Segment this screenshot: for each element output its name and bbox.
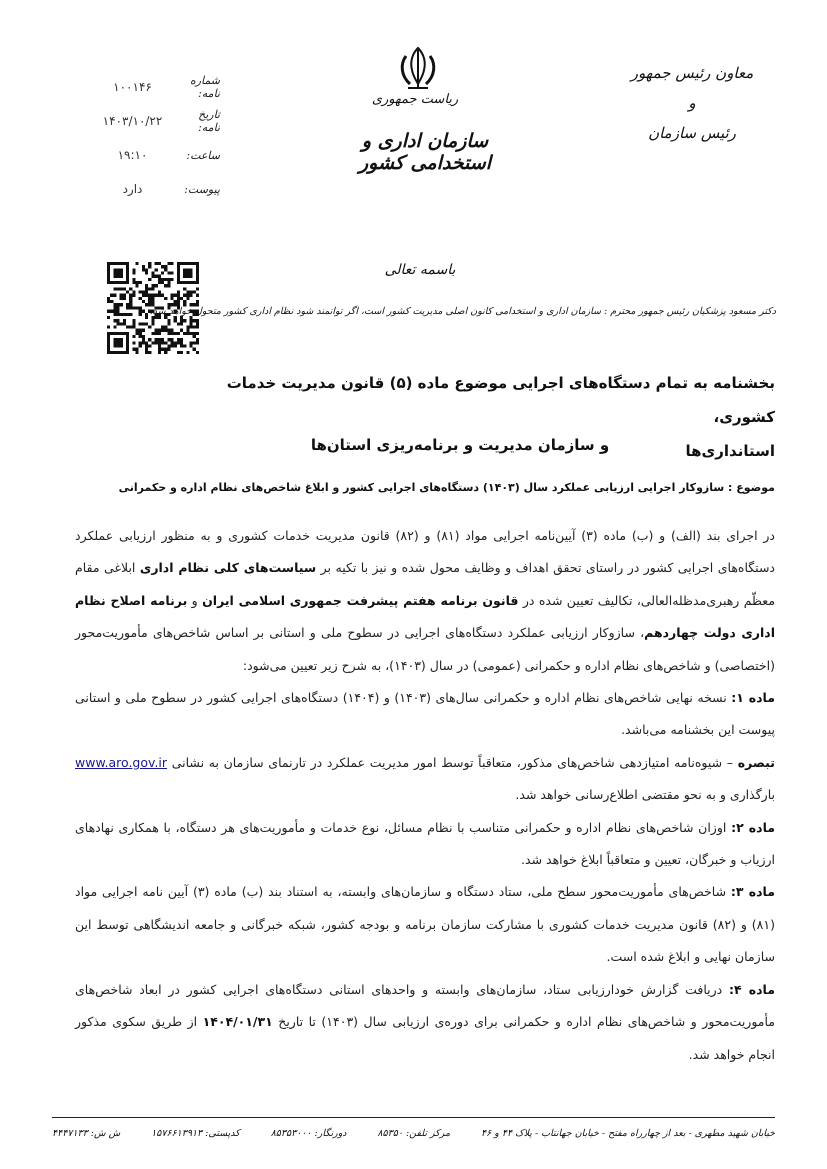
footer-fax: دورنگار: ۸۵۳۵۳۰۰۰ — [270, 1128, 347, 1139]
meta-label: پیوست: — [184, 182, 220, 196]
body-text: اوزان شاخص‌های نظام اداره و حکمرانی متناسب با نظام مسائل، نوع خدمات و مأموریت‌های هر دستگاه، با همکاری نهادهای ارزیاب و خبرگان، تعیین و متعاقباً ابلاغ خواهد شد. — [75, 819, 775, 868]
intro-paragraph — [75, 520, 775, 682]
letter-body — [75, 520, 775, 1071]
body-text: در اجرای بند (الف) و (ب) ماده (۳) آیین‌نامه اجرایی مواد (۸۱) و (۸۲) قانون مدیریت خدمات کشوری و به منظور ارزیابی عملکرد دستگاه‌های اجرایی کشور در راستای تحقق اهداف و وظایف محول شده و نیز با تکیه بر — [75, 528, 776, 576]
meta-time — [90, 138, 220, 172]
emblem-icon — [398, 44, 438, 92]
bismillah: باسمه تعالی — [384, 262, 456, 278]
footer-postal-code: کدپستی: ۱۵۷۶۶۱۳۹۱۳ — [151, 1128, 240, 1139]
article-label: ماده ۳: — [730, 884, 775, 900]
signatory-line-1: معاون رئیس جمهور — [630, 64, 754, 82]
presidency-title: ریاست جمهوری — [371, 92, 459, 107]
footer-address: خیابان شهید مطهری - بعد از چهارراه مفتح - خیابان جهانتاب - پلاک ۴۴ و ۴۶ — [481, 1128, 775, 1139]
note-label: تبصره — [737, 754, 775, 770]
body-bold: قانون برنامه هفتم پیشرفت جمهوری اسلامی ایران — [202, 592, 519, 608]
meta-label: ساعت: — [186, 148, 220, 162]
signatory-line-2: و — [688, 94, 696, 112]
article-label: ماده ۲: — [731, 819, 775, 835]
recipients-line-2: استانداری‌ها — [685, 442, 775, 460]
body-bold: برنامه اصلاح نظام اداری دولت چهاردهم — [75, 592, 775, 641]
meta-date — [90, 104, 220, 138]
signatory-line-3: رئیس سازمان — [648, 124, 736, 142]
body-text: دریافت گزارش خودارزیابی ستاد، سازمان‌های وابسته و واحدهای استانی دستگاه‌های اجرایی کشور در ابعاد شاخص‌های مأموریت‌محور و شاخص‌های نظام اداره و حکمرانی برای دوره‌ی ارزیابی سال (۱۴۰۳) تا تاریخ — [75, 981, 775, 1030]
footer-national-id: ش ش: ۴۴۴۷۱۳۳ — [52, 1128, 121, 1139]
article-1 — [75, 682, 775, 747]
organization-title: سازمان اداری و استخدامی کشور — [358, 130, 492, 174]
deadline-date: ۱۴۰۴/۰۱/۳۱ — [202, 1014, 273, 1030]
meta-letter-no — [90, 70, 220, 104]
meta-value: ۱۴۰۳/۱۰/۲۲ — [102, 114, 163, 128]
note-paragraph — [75, 747, 775, 812]
letter-meta — [90, 70, 220, 206]
recipients-line-1: بخشنامه به تمام دستگاه‌های اجرایی موضوع ماده (۵) قانون مدیریت خدمات کشوری، — [226, 374, 775, 426]
body-bold: سیاست‌های کلی نظام اداری — [139, 560, 317, 576]
footer-switchboard: مرکز تلفن: ۸۵۳۵۰ — [377, 1128, 451, 1139]
meta-label: شماره نامه: — [189, 74, 220, 100]
meta-value: ۱۹:۱۰ — [117, 148, 148, 162]
article-4 — [75, 974, 775, 1071]
article-label: ماده ۴: — [729, 981, 775, 997]
meta-label: تاریخ نامه: — [198, 108, 220, 134]
footer — [52, 1128, 775, 1139]
body-text: – شیوه‌نامه امتیازدهی شاخص‌های مذکور، متعاقباً توسط امور مدیریت عملکرد در تارنمای سازمان به نشانی — [171, 754, 734, 770]
recipients-line-3: و سازمان مدیریت و برنامه‌ریزی استان‌ها — [310, 436, 610, 454]
body-text: از طریق سکوی مذکور انجام خواهد شد. — [75, 1014, 775, 1062]
meta-value: ۱۰۰۱۴۶ — [113, 80, 152, 94]
article-3 — [75, 876, 775, 973]
body-text: ، سازوکار ارزیابی عملکرد دستگاه‌های اجرایی در سطوح ملی و استانی بر اساس شاخص‌های مأموریت‌محور (اختصاصی) و شاخص‌های نظام اداره و حکمرانی (عمومی) در سال (۱۴۰۳)، به شرح زیر تعیین می‌شود: — [75, 625, 775, 673]
reference-quote: دکتر مسعود پزشکیان رئیس جمهور محترم : سازمان اداری و استخدامی کانون اصلی مدیریت کشور است، اگر توانمند شود نظام اداری کشور متحول خواهد شد. — [149, 306, 776, 317]
footer-divider — [52, 1117, 775, 1118]
letter-subject: موضوع : سازوکار اجرایی ارزیابی عملکرد سال (۱۴۰۳) دستگاه‌های اجرایی کشور و ابلاغ شاخص‌های نظام اداره و حکمرانی — [118, 481, 775, 494]
body-text: و — [191, 592, 198, 608]
signatory-block — [617, 58, 767, 148]
website-link[interactable]: www.aro.gov.ir — [75, 754, 168, 770]
body-text: نسخه نهایی شاخص‌های نظام اداره و حکمرانی سال‌های (۱۴۰۳) و (۱۴۰۴) دستگاه‌های اجرایی کشور در سطوح ملی و استانی پیوست این بخشنامه می‌باشد. — [75, 690, 775, 738]
body-text: بارگذاری و به نحو مقتضی اطلاع‌رسانی خواهد شد. — [515, 787, 775, 803]
body-text: شاخص‌های مأموریت‌محور سطح ملی، ستاد دستگاه و سازمان‌های وابسته، به استناد بند (ب) ماده (۳) آیین نامه اجرایی مواد (۸۱) و (۸۲) قانون مدیریت خدمات کشوری با مشارکت سازمان برنامه و بودجه کشور، شبکه خبرگانی و جامعه اندیشگاهی توسط این سازمان نهایی و ابلاغ شده است. — [75, 884, 775, 965]
meta-value: دارد — [122, 182, 143, 196]
article-label: ماده ۱: — [731, 690, 775, 706]
body-text: ابلاغی مقام معظّم رهبری‌مدظله‌العالی، تکالیف تعیین شده در — [75, 560, 776, 608]
article-2 — [75, 812, 775, 877]
meta-attachment — [90, 172, 220, 206]
